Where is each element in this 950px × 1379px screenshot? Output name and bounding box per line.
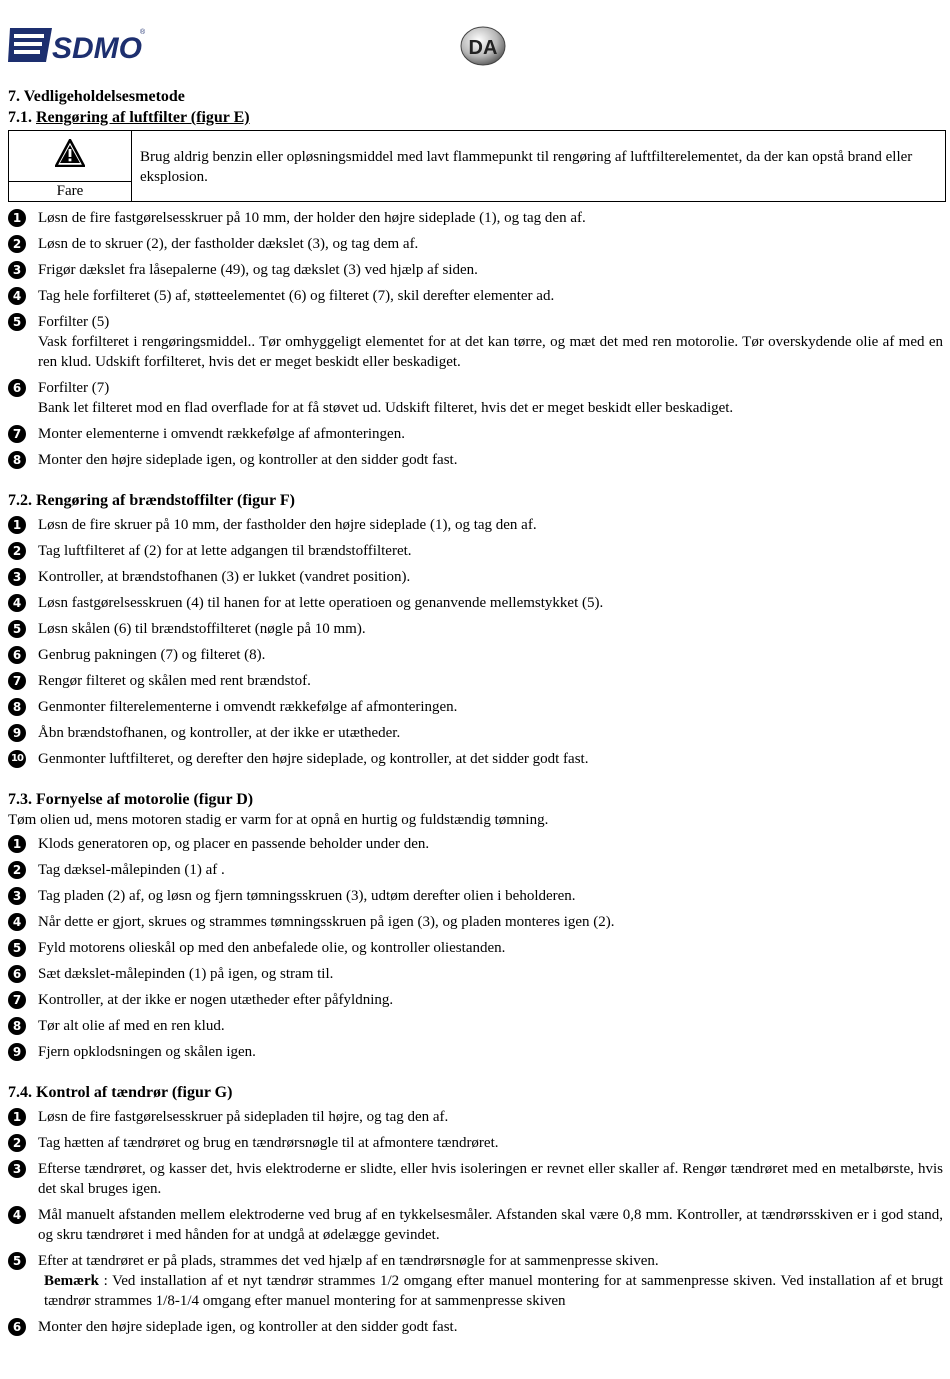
list-item	[8, 723, 943, 743]
step-number: 3	[8, 261, 26, 279]
svg-text:®: ®	[140, 29, 146, 36]
step-number: 5	[8, 313, 26, 331]
list-item	[8, 450, 943, 470]
warning-text: Brug aldrig benzin eller opløsningsmiddel med lavt flammepunkt til rengøring af luftfilterelementet, da der kan opstå brand eller eksplosion.	[140, 149, 913, 185]
section-number: 7.4.	[8, 1084, 32, 1101]
step-text: Tag hætten af tændrøret og brug en tændrørsnøgle til at afmontere tændrøret.	[38, 1135, 499, 1151]
content	[8, 87, 943, 1343]
list-item	[8, 515, 943, 535]
list-item	[8, 1042, 943, 1062]
step-text: Tag pladen (2) af, og løsn og fjern tømningsskruen (3), udtøm derefter olien i beholderen.	[38, 888, 576, 904]
step-text: Tør alt olie af med en ren klud.	[38, 1018, 225, 1034]
list-item	[8, 1016, 943, 1036]
step-text: Tag dæksel-målepinden (1) af .	[38, 862, 225, 878]
step-number: 3	[8, 887, 26, 905]
list-item	[8, 990, 943, 1010]
list-item	[8, 1159, 943, 1199]
step-text: Rengør filteret og skålen med rent brændstof.	[38, 673, 311, 689]
step-text: Forfilter (7)	[38, 380, 110, 396]
step-text: Kontroller, at der ikke er nogen utætheder efter påfyldning.	[38, 992, 394, 1008]
step-text: Kontroller, at brændstofhanen (3) er lukket (vandret position).	[38, 569, 411, 585]
step-number: 6	[8, 646, 26, 664]
list-item	[8, 912, 943, 932]
step-number: 4	[8, 594, 26, 612]
step-number: 10	[8, 750, 26, 768]
step-text: Frigør dækslet fra låsepalerne (49), og tag dækslet (3) ved hjælp af siden.	[38, 262, 478, 278]
list-item	[8, 286, 943, 306]
step-text: Løsn de fire skruer på 10 mm, der fastholder den højre sideplade (1), og tag den af.	[38, 517, 537, 533]
warning-label: Fare	[9, 181, 131, 201]
step-text: Løsn de fire fastgørelsesskruer på sidepladen til højre, og tag den af.	[38, 1109, 449, 1125]
step-number: 2	[8, 1134, 26, 1152]
step-text: Løsn de to skruer (2), der fastholder dækslet (3), og tag dem af.	[38, 236, 419, 252]
step-number: 2	[8, 235, 26, 253]
section-title: Rengøring af luftfilter (figur E)	[36, 109, 250, 126]
section-title: Kontrol af tændrør (figur G)	[36, 1084, 233, 1101]
list-item	[8, 208, 943, 228]
section-7-1	[8, 107, 943, 470]
step-subtext: Bank let filteret mod en flad overflade for at få støvet ud. Udskift filteret, hvis det er meget beskidt eller beskadiget.	[38, 400, 734, 416]
list-item	[8, 567, 943, 587]
list-item	[8, 312, 943, 372]
step-number: 7	[8, 425, 26, 443]
step-text: Efterse tændrøret, og kasser det, hvis elektroderne er slidte, eller hvis isoleringen er revnet eller skaller af. Rengør tændrøret med en metalbørste, hvis det skal bruges igen.	[38, 1161, 943, 1197]
step-text: Løsn skålen (6) til brændstoffilteret (nøgle på 10 mm).	[38, 621, 366, 637]
section-title: Rengøring af brændstoffilter (figur F)	[36, 492, 295, 509]
list-item	[8, 834, 943, 854]
step-text: Løsn fastgørelsesskruen (4) til hanen for at lette operatioen og genanvende mellemstykket (5).	[38, 595, 604, 611]
list-item	[8, 860, 943, 880]
section-heading	[8, 490, 943, 511]
step-number: 6	[8, 379, 26, 397]
step-text: Fyld motorens olieskål op med den anbefalede olie, og kontroller oliestanden.	[38, 940, 506, 956]
list-item	[8, 645, 943, 665]
warning-triangle-icon	[55, 139, 85, 167]
step-text: Monter den højre sideplade igen, og kontroller at den sidder godt fast.	[38, 452, 458, 468]
step-number: 2	[8, 542, 26, 560]
step-text: Monter den højre sideplade igen, og kontroller at den sidder godt fast.	[38, 1319, 458, 1335]
list-item	[8, 1205, 943, 1245]
sdmo-logo	[8, 22, 148, 66]
section-heading	[8, 1082, 943, 1103]
steps-list	[8, 1107, 943, 1337]
list-item	[8, 541, 943, 561]
section-title: Fornyelse af motorolie (figur D)	[36, 791, 254, 808]
list-item	[8, 938, 943, 958]
steps-list	[8, 834, 943, 1062]
logo-text: SDMO	[52, 32, 142, 65]
list-item	[8, 697, 943, 717]
header	[8, 22, 948, 70]
section-7-4	[8, 1082, 943, 1337]
step-number: 1	[8, 209, 26, 227]
step-text: Genbrug pakningen (7) og filteret (8).	[38, 647, 266, 663]
section-heading	[8, 107, 943, 128]
section-intro: Tøm olien ud, mens motoren stadig er varm for at opnå en hurtig og fuldstændig tømning.	[8, 812, 549, 828]
step-text: Løsn de fire fastgørelsesskruer på 10 mm, der holder den højre sideplade (1), og tag den af.	[38, 210, 586, 226]
step-number: 9	[8, 1043, 26, 1061]
list-item	[8, 234, 943, 254]
step-number: 1	[8, 835, 26, 853]
list-item	[8, 378, 943, 418]
step-text: Genmonter luftfilteret, og derefter den højre sideplade, og kontroller, at det sidder godt fast.	[38, 751, 589, 767]
section-7-2	[8, 490, 943, 769]
step-text-block	[38, 312, 943, 372]
list-item	[8, 593, 943, 613]
page-title: 7. Vedligeholdelsesmetode	[8, 88, 185, 105]
step-number: 8	[8, 698, 26, 716]
section-number: 7.1.	[8, 109, 32, 126]
list-item	[8, 260, 943, 280]
language-badge	[460, 26, 506, 66]
list-item	[8, 749, 943, 769]
step-number: 6	[8, 1318, 26, 1336]
step-number: 5	[8, 1252, 26, 1270]
spacer	[8, 775, 943, 789]
list-item	[8, 886, 943, 906]
step-number: 8	[8, 451, 26, 469]
list-item	[8, 1251, 943, 1311]
step-number: 3	[8, 1160, 26, 1178]
section-number: 7.2.	[8, 492, 32, 509]
step-text: Fjern opklodsningen og skålen igen.	[38, 1044, 256, 1060]
warning-label-cell	[9, 131, 132, 201]
step-number: 4	[8, 1206, 26, 1224]
step-text: Genmonter filterelementerne i omvendt rækkefølge af afmonteringen.	[38, 699, 458, 715]
language-code: DA	[468, 37, 498, 59]
step-note	[44, 1271, 943, 1311]
step-text: Forfilter (5)	[38, 314, 110, 330]
step-number: 7	[8, 672, 26, 690]
spacer	[8, 476, 943, 490]
list-item	[8, 964, 943, 984]
section-number: 7.3.	[8, 791, 32, 808]
step-text: Tag luftfilteret af (2) for at lette adgangen til brændstoffilteret.	[38, 543, 412, 559]
section-heading	[8, 789, 943, 810]
step-subtext: Vask forfilteret i rengøringsmiddel.. Tør omhyggeligt elementet for at det kan tørre, og mæt det med ren motorolie. Tør overskydende olie af med en ren klud. Udskift forfilteret, hvis det er meget beskidt eller beskadiget.	[38, 334, 943, 370]
step-number: 2	[8, 861, 26, 879]
list-item	[8, 619, 943, 639]
spacer	[8, 1068, 943, 1082]
step-number: 1	[8, 1108, 26, 1126]
step-number: 6	[8, 965, 26, 983]
step-number: 4	[8, 287, 26, 305]
step-number: 7	[8, 991, 26, 1009]
list-item	[8, 1133, 943, 1153]
note-text: : Ved installation af et nyt tændrør strammes 1/2 omgang efter manuel montering for at sammenpresse skiven. Ved installation af et brugt tændrør strammes 1/8-1/4 omgang efter manuel montering for at sammenpresse skiven	[44, 1273, 943, 1309]
steps-list	[8, 208, 943, 470]
step-number: 3	[8, 568, 26, 586]
step-text: Tag hele forfilteret (5) af, støtteelementet (6) og filteret (7), skil derefter elementer ad.	[38, 288, 555, 304]
steps-list	[8, 515, 943, 769]
list-item	[8, 1317, 943, 1337]
step-number: 5	[8, 939, 26, 957]
list-item	[8, 424, 943, 444]
section-7-3	[8, 789, 943, 1062]
step-text-block	[38, 378, 943, 418]
step-number: 4	[8, 913, 26, 931]
step-text: Efter at tændrøret er på plads, strammes det ved hjælp af en tændrørsnøgle for at sammenpresse skiven.	[38, 1253, 659, 1269]
step-text: Monter elementerne i omvendt rækkefølge af afmonteringen.	[38, 426, 405, 442]
step-number: 5	[8, 620, 26, 638]
step-text: Sæt dækslet-målepinden (1) på igen, og stram til.	[38, 966, 334, 982]
note-label: Bemærk	[44, 1273, 99, 1289]
list-item	[8, 1107, 943, 1127]
step-text: Mål manuelt afstanden mellem elektroderne ved brug af en tykkelsesmåler. Afstanden skal være 0,8 mm. Kontroller, at tændrørsskiven er i god stand, og skru tændrøret i med hånden for at undgå at ødelægge gevindet.	[38, 1207, 943, 1243]
step-text: Når dette er gjort, skrues og strammes tømningsskruen på igen (3), og pladen monteres igen (2).	[38, 914, 615, 930]
step-number: 8	[8, 1017, 26, 1035]
step-number: 9	[8, 724, 26, 742]
step-number: 1	[8, 516, 26, 534]
step-text: Klods generatoren op, og placer en passende beholder under den.	[38, 836, 430, 852]
step-text: Åbn brændstofhanen, og kontroller, at der ikke er utætheder.	[38, 725, 401, 741]
warning-box	[8, 130, 946, 202]
list-item	[8, 671, 943, 691]
step-text-block	[38, 1251, 943, 1311]
